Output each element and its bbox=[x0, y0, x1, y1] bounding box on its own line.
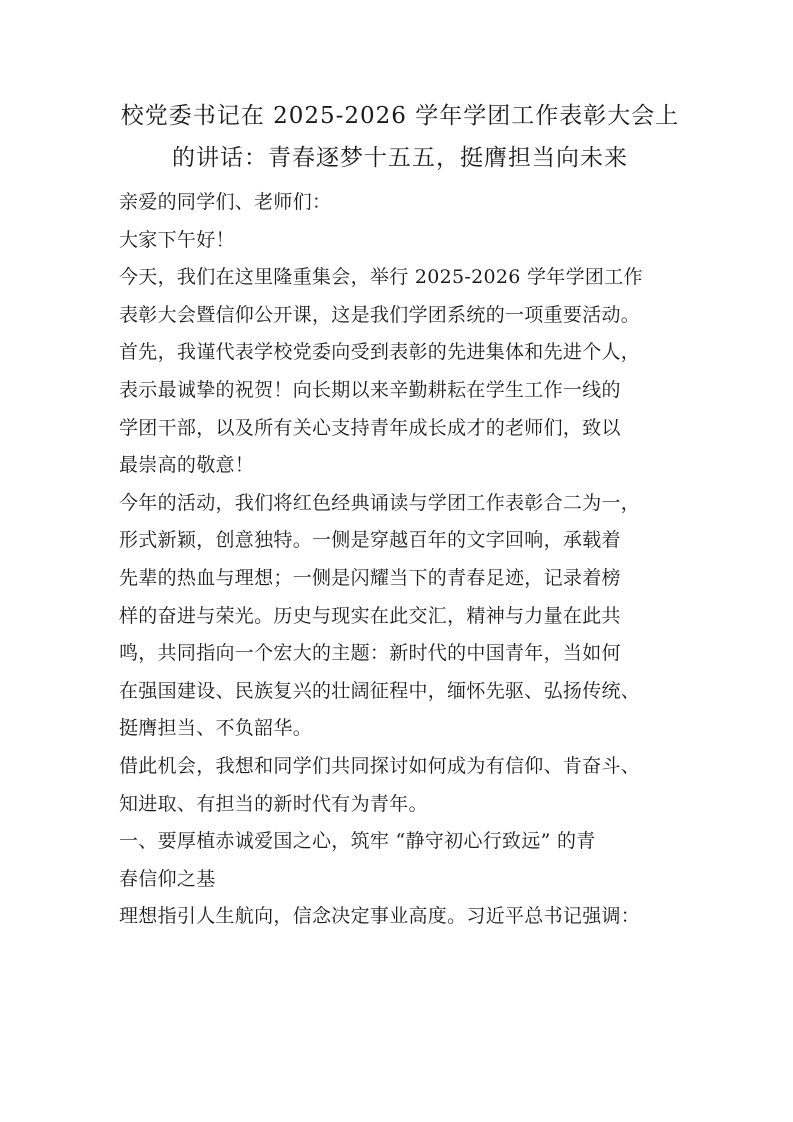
paragraph-line: 知进取、有担当的新时代有为青年。 bbox=[119, 792, 428, 815]
salutation: 亲爱的同学们、老师们： bbox=[119, 191, 332, 213]
paragraph-line: 今天，我们在这里隆重集会，举行 2025-2026 学年学团工作 bbox=[119, 266, 643, 289]
paragraph-line: 理想指引人生航向，信念决定事业高度。习近平总书记强调： bbox=[119, 905, 641, 928]
paragraph-line: 学团干部，以及所有关心支持青年成长成才的老师们，致以 bbox=[119, 416, 621, 439]
paragraph-line: 今年的活动，我们将红色经典诵读与学团工作表彰合二为一， bbox=[119, 491, 641, 514]
paragraph-line: 在强国建设、民族复兴的壮阔征程中，缅怀先驱、弘扬传统、 bbox=[119, 679, 641, 702]
paragraph-line: 样的奋进与荣光。历史与现实在此交汇，精神与力量在此共 bbox=[119, 604, 621, 627]
section-heading-line: 一、要厚植赤诚爱国之心，筑牢 “静守初心行致远” 的青 bbox=[119, 830, 596, 853]
section-heading-line: 春信仰之基 bbox=[119, 867, 216, 890]
paragraph-line: 形式新颖，创意独特。一侧是穿越百年的文字回响，承载着 bbox=[119, 529, 621, 552]
paragraph-line: 先辈的热血与理想；一侧是闪耀当下的青春足迹，记录着榜 bbox=[119, 566, 621, 589]
paragraph-line: 首先，我谨代表学校党委向受到表彰的先进集体和先进个人， bbox=[119, 341, 641, 364]
paragraph-line: 借此机会，我想和同学们共同探讨如何成为有信仰、肯奋斗、 bbox=[119, 754, 641, 777]
paragraph-line: 最崇高的敬意！ bbox=[119, 454, 255, 477]
paragraph-line: 鸣，共同指向一个宏大的主题：新时代的中国青年，当如何 bbox=[119, 642, 621, 665]
document-title-line-1: 校党委书记在 2025-2026 学年学团工作表彰大会上 bbox=[120, 103, 680, 129]
document-title-line-2: 的讲话：青春逐梦十五五，挺膺担当向未来 bbox=[172, 145, 628, 171]
paragraph-line: 挺膺担当、不负韶华。 bbox=[119, 717, 313, 740]
paragraph-line: 表示最诚挚的祝贺！向长期以来辛勤耕耘在学生工作一线的 bbox=[119, 378, 621, 401]
greeting: 大家下午好！ bbox=[119, 228, 235, 251]
document-body bbox=[119, 184, 679, 936]
paragraph-line: 表彰大会暨信仰公开课，这是我们学团系统的一项重要活动。 bbox=[119, 303, 641, 326]
